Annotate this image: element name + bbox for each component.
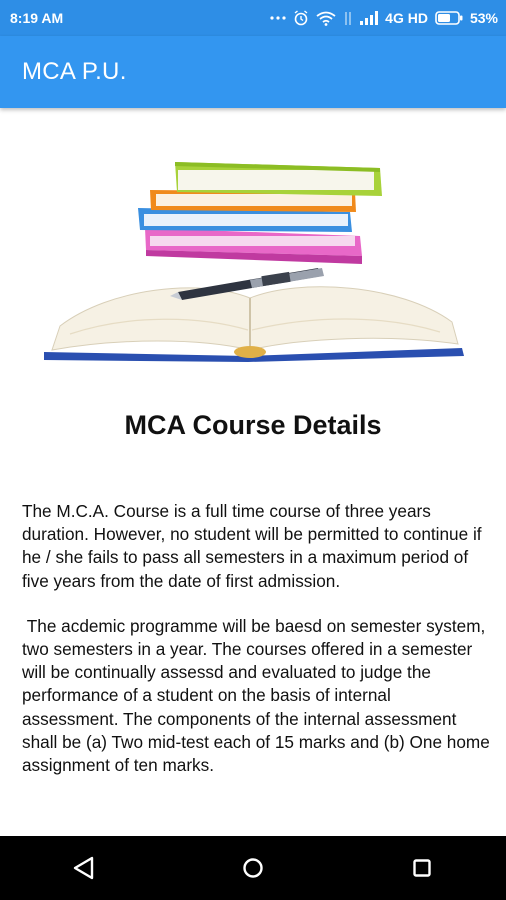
signal-icon [360,11,378,25]
more-dots-icon [270,15,286,21]
navigation-bar [0,836,506,900]
alarm-icon [293,10,309,26]
recents-button[interactable] [392,843,452,893]
status-bar [0,0,506,36]
paragraph: The acdemic programme will be baesd on semester system, two semesters in a year. The courses offered in a semester will be continually assessd and evaluated to judge the performance of a student on the basis of internal assessment. The components of the internal assessment shall be (a) Two mid-test each of 15 marks and (b) One home assignment of ten marks. [22,615,490,776]
course-description [22,500,492,777]
status-time: 8:19 AM [10,10,64,26]
books-pen-image [0,138,506,398]
page-heading: MCA Course Details [124,410,382,440]
wifi-icon [316,11,336,26]
back-button[interactable] [54,843,114,893]
recents-icon [412,858,432,878]
books-illustration [0,138,506,398]
app-bar [0,36,506,108]
battery-level: 53% [469,10,498,26]
sim-icon [343,11,353,26]
network-label: 4G HD [385,10,428,26]
paragraph: The M.C.A. Course is a full time course of three years duration. However, no student will be permitted to continue if he / she fails to pass all semesters in a maximum period of five years from the date of first admission. [22,501,482,591]
app-title: MCA P.U. [22,58,127,85]
home-icon [242,857,264,879]
battery-icon [435,11,463,25]
status-icons [270,10,498,26]
back-icon [73,856,95,880]
home-button[interactable] [223,843,283,893]
content-scroll[interactable] [0,108,506,836]
